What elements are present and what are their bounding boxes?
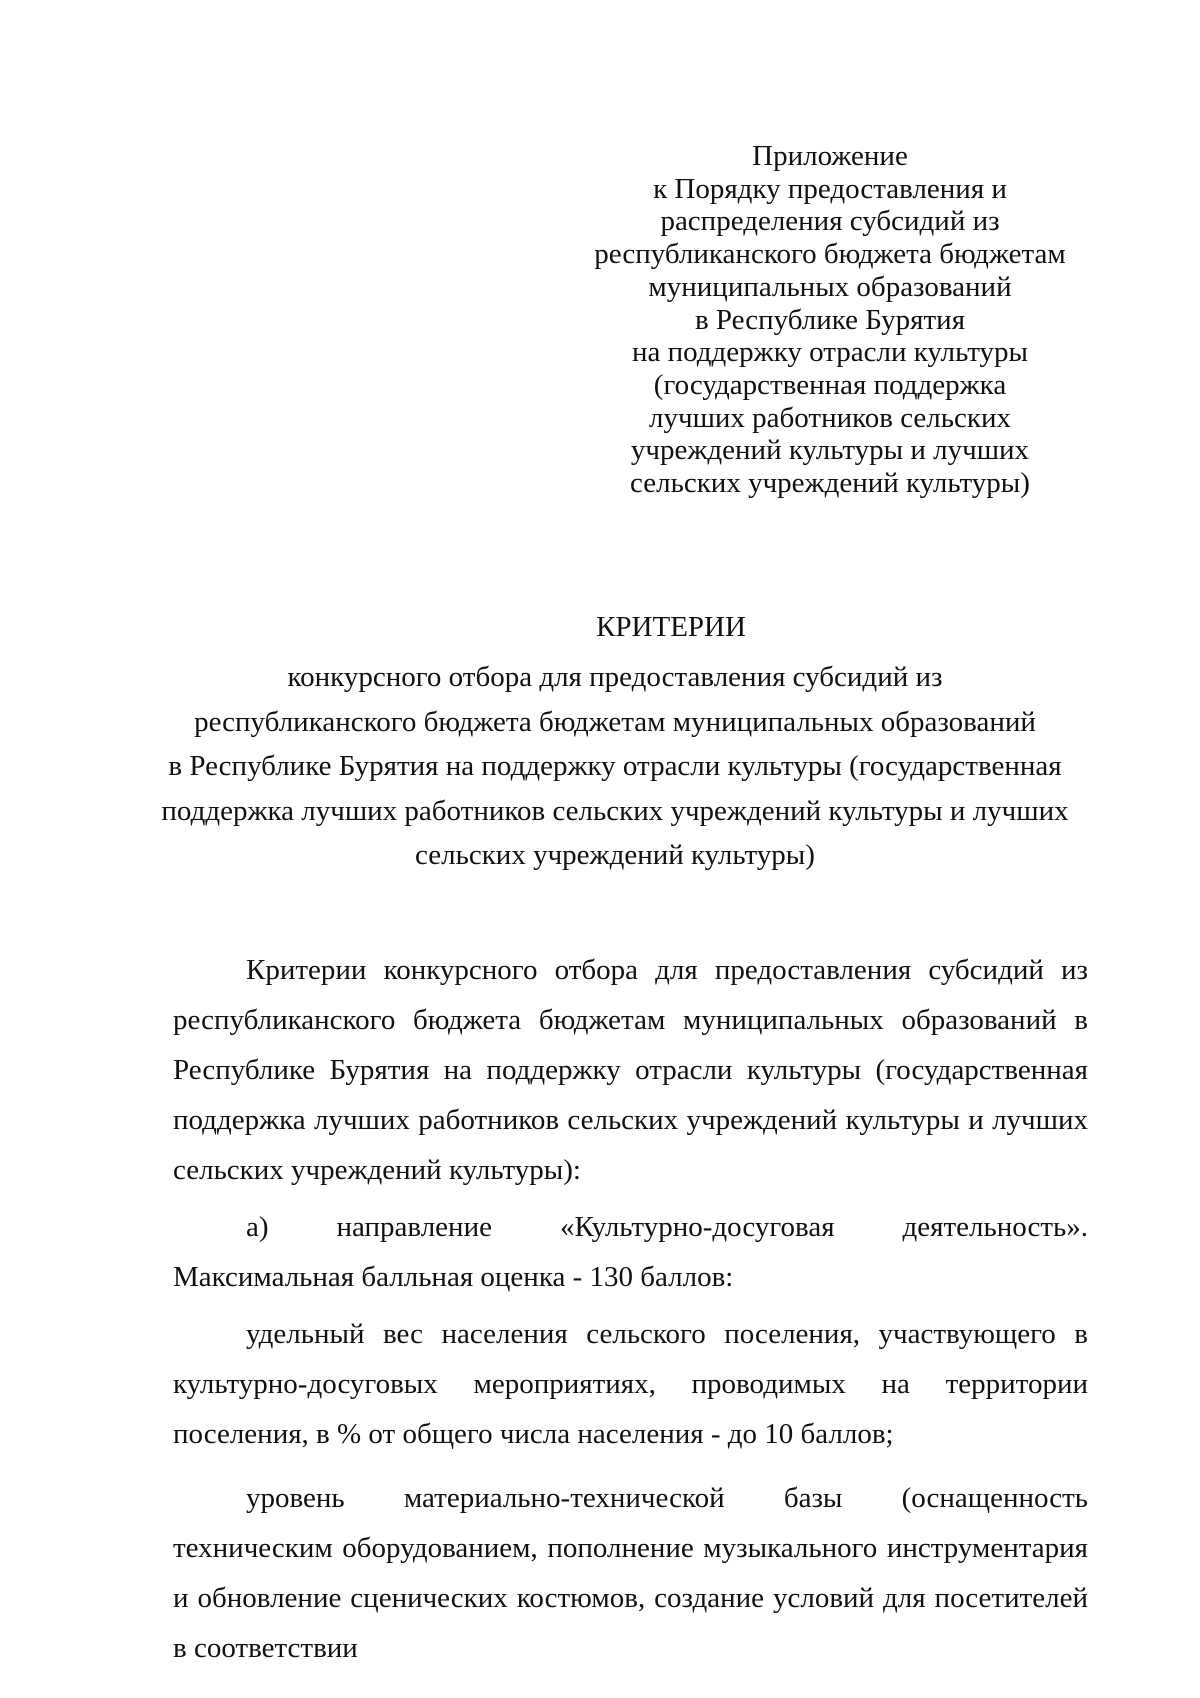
appendix-line: распределения субсидий из <box>660 205 1000 238</box>
subtitle-line: сельских учреждений культуры) <box>415 839 815 871</box>
appendix-line: к Порядку предоставления и <box>653 172 1007 205</box>
subtitle-line: конкурсного отбора для предоставления субсидий из <box>287 661 943 693</box>
appendix-line: республиканского бюджета бюджетам <box>594 238 1066 271</box>
subtitle-line: в Республике Бурятия на поддержку отрасли культуры (государственная <box>168 750 1062 782</box>
appendix-line: на поддержку отрасли культуры <box>631 336 1029 369</box>
document-subtitle <box>150 655 1080 878</box>
subtitle-line: поддержка лучших работников сельских учреждений культуры и лучших <box>161 794 1069 827</box>
body-paragraph-intro: Критерии конкурсного отбора для предоставления субсидий из республиканского бюджета бюджетам муниципальных образований в Республике Бурятия на поддержку отрасли культуры (государственная поддержка лучших работников сельских учреждений культуры и лучших сельских учреждений культуры): <box>173 954 1088 1186</box>
body-paragraph-criterion-2: уровень материально-технической базы (оснащенность техническим оборудованием, пополнение музыкального инструментария и обновление сценических костюмов, создание условий для посетителей в соответствии <box>173 1482 1088 1664</box>
body-paragraph-criterion-1: удельный вес населения сельского поселения, участвующего в культурно-досуговых мероприятиях, проводимых на территории поселения, в % от общего числа населения - до 10 баллов; <box>173 1318 1088 1450</box>
appendix-line: Приложение <box>752 140 908 172</box>
appendix-header <box>580 140 1080 500</box>
appendix-line: лучших работников сельских <box>649 401 1011 434</box>
appendix-line: муниципальных образований <box>648 270 1012 303</box>
appendix-line: (государственная поддержка <box>653 368 1007 401</box>
subtitle-line: республиканского бюджета бюджетам муниципальных образований <box>194 705 1036 738</box>
appendix-line: сельских учреждений культуры) <box>630 467 1030 500</box>
body-paragraph-direction-a: а) направление «Культурно-досуговая деятельность». Максимальная балльная оценка - 130 баллов: <box>173 1211 1088 1293</box>
appendix-line: учреждений культуры и лучших <box>630 434 1030 467</box>
document-body <box>173 945 1088 1673</box>
appendix-line: в Республике Бурятия <box>694 303 966 336</box>
document-title: КРИТЕРИИ <box>596 611 746 643</box>
